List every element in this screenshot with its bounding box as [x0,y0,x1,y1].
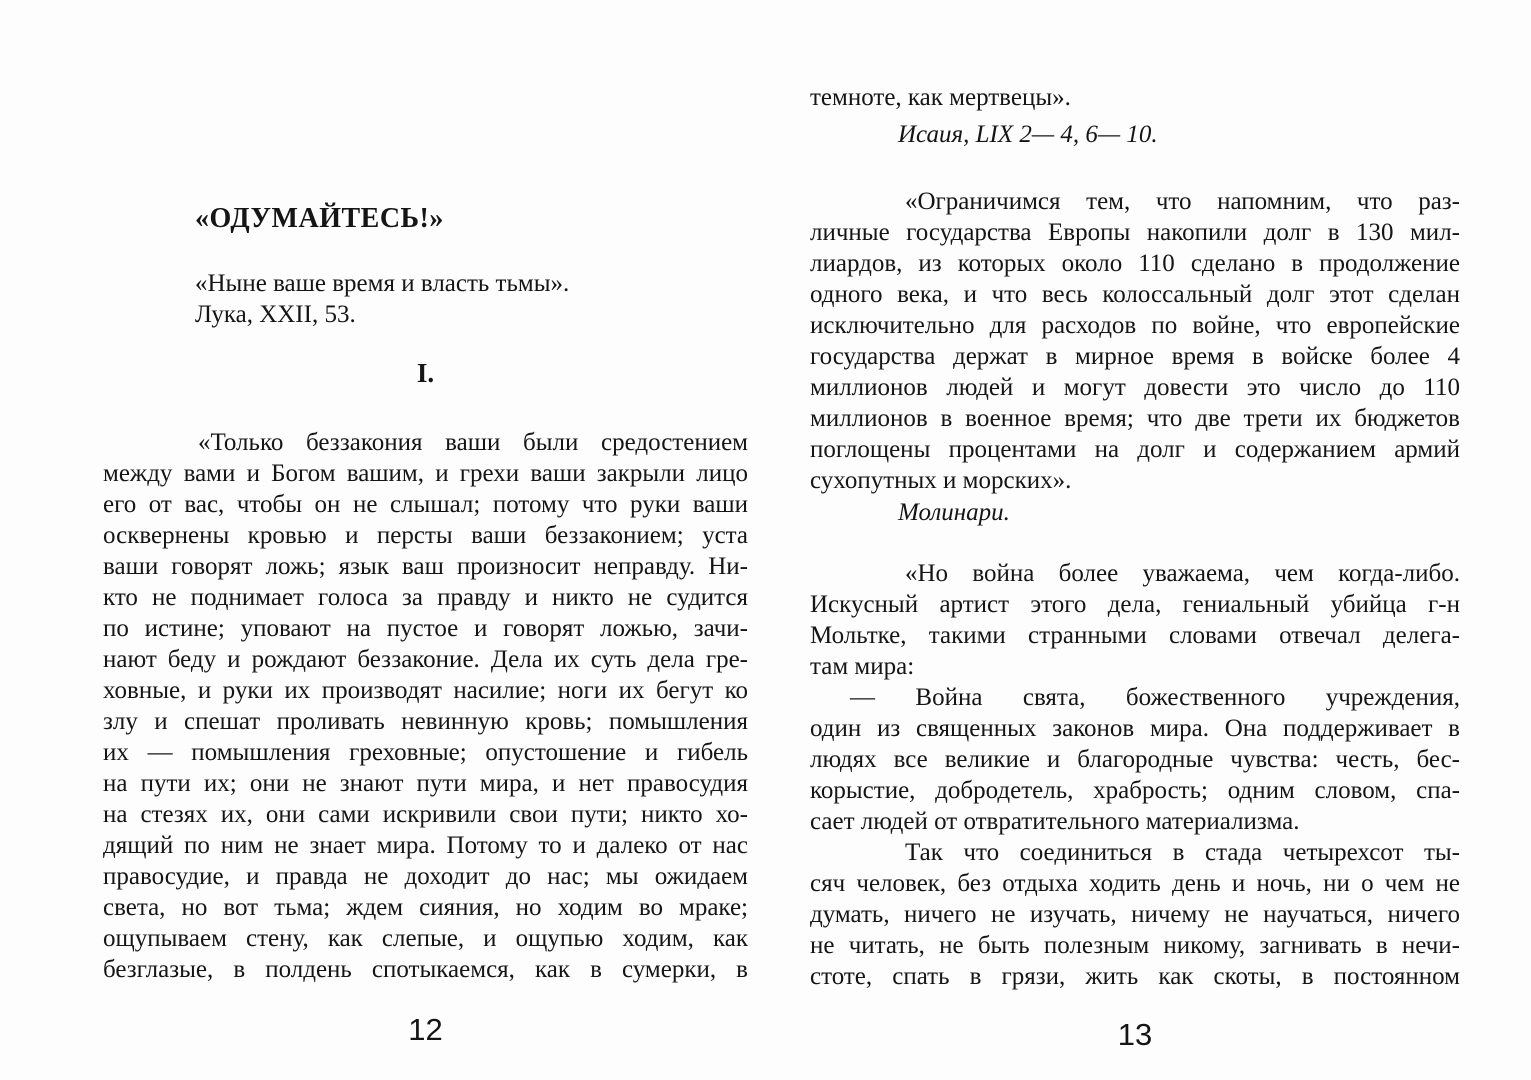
text-line: — Война свята, божественного учреждения, [850,684,1460,711]
text-line: ховные, и руки их производят насилие; ноги их бегут ко [103,677,748,704]
body-paragraph [810,837,1460,992]
text-line: их — помышления греховные; опустошение и гибель [103,739,748,766]
text-line: осквернены кровью и персты ваши беззаконием; уста [103,522,748,549]
text-line: ощупываем стену, как слепые, и ощупью ходим, как [103,925,748,952]
text-line: «Только беззакония ваши были средостением [198,429,748,456]
text-line: Искусный артист этого дела, гениальный убийца г-н [810,591,1460,618]
text-line: темноте, как мертвецы». [810,84,1071,111]
text-line: ваши говорят ложь; язык ваш произносит неправду. Ни- [103,553,748,580]
text-line: там мира: [810,653,915,680]
text-line: сухопутных и морских». [810,467,1072,494]
text-line: не читать, не быть полезным никому, загнивать в нечи- [810,932,1460,959]
text-line: света, но вот тьма; ждем сияния, но ходим во мраке; [103,894,748,921]
text-line: кто не поднимает голоса за правду и никто не судится [103,584,748,611]
text-line: людях все великие и благородные чувства: честь, бес- [810,746,1460,773]
text-line: думать, ничего не изучать, ничему не научаться, ничего [810,901,1460,928]
page-left [0,0,765,1080]
text-line: Лука, XXII, 53. [195,301,356,328]
text-line: миллионов в военное время; что две трети их бюджетов [810,405,1460,432]
text-line: «Но война более уважаема, чем когда-либо. [905,560,1460,587]
text-line: между вами и Богом вашим, и грехи ваши закрыли лицо [103,460,748,487]
body-paragraph [810,682,1460,837]
attribution-isaiah: Исаия, LIX 2— 4, 6— 10. [898,121,1158,148]
text-line: безглазые, в полдень спотыкаемся, как в сумерки, в [103,956,748,983]
text-line: его от вас, чтобы он не слышал; потому что руки ваши [103,491,748,518]
attribution-molinari: Молинари. [898,499,1010,526]
text-line: злу и спешат проливать невинную кровь; помышления [103,708,748,735]
chapter-title: «ОДУМАЙТЕСЬ!» [195,203,444,234]
text-line: личные государства Европы накопили долг в 130 мил- [810,219,1460,246]
text-line: нают беду и рождают беззаконие. Дела их суть дела гре- [103,646,748,673]
page-right [765,0,1531,1080]
text-line: Так что соединиться в стада четырехсот ты- [905,839,1460,866]
text-line: «Ограничимся тем, что напомним, что раз- [905,188,1460,215]
page-number-right: 13 [1117,1017,1153,1052]
text-line: «Ныне ваше время и власть тьмы». [195,270,570,297]
body-paragraph [810,186,1460,496]
page-number-left: 12 [408,1012,443,1047]
text-line: на стезях их, они сами искривили свои пути; никто хо- [103,801,748,828]
text-line: поглощены процентами на долг и содержанием армий [810,436,1460,463]
section-number: I. [416,358,435,388]
body-paragraph [103,427,748,985]
body-paragraph [810,558,1460,682]
epigraph [103,268,748,330]
text-line: по истине; уповают на пустое и говорят ложью, зачи- [103,615,748,642]
text-line: дящий по ним не знает мира. Потому то и далеко от нас [103,832,748,859]
text-line: лиардов, из которых около 110 сделано в продолжение [810,250,1460,277]
text-line: сает людей от отвратительного материализма. [810,808,1300,835]
text-line: корыстие, добродетель, храбрость; одним словом, спа- [810,777,1460,804]
text-line: Мольтке, такими странными словами отвечал делега- [810,622,1460,649]
text-line: миллионов людей и могут довести это число до 110 [810,374,1460,401]
text-line: исключительно для расходов по войне, что европейские [810,312,1460,339]
text-line: правосудие, и правда не доходит до нас; мы ожидаем [103,863,748,890]
text-line: стоте, спать в грязи, жить как скоты, в постоянном [810,963,1460,990]
carryover-paragraph [810,82,1460,113]
text-line: одного века, и что весь колоссальный долг этот сделан [810,281,1460,308]
text-line: сяч человек, без отдыха ходить день и ночь, ни о чем не [810,870,1460,897]
text-line: на пути их; они не знают пути мира, и нет правосудия [103,770,748,797]
text-line: государства держат в мирное время в войске более 4 [810,343,1460,370]
text-line: один из священных законов мира. Она поддерживает в [810,715,1460,742]
